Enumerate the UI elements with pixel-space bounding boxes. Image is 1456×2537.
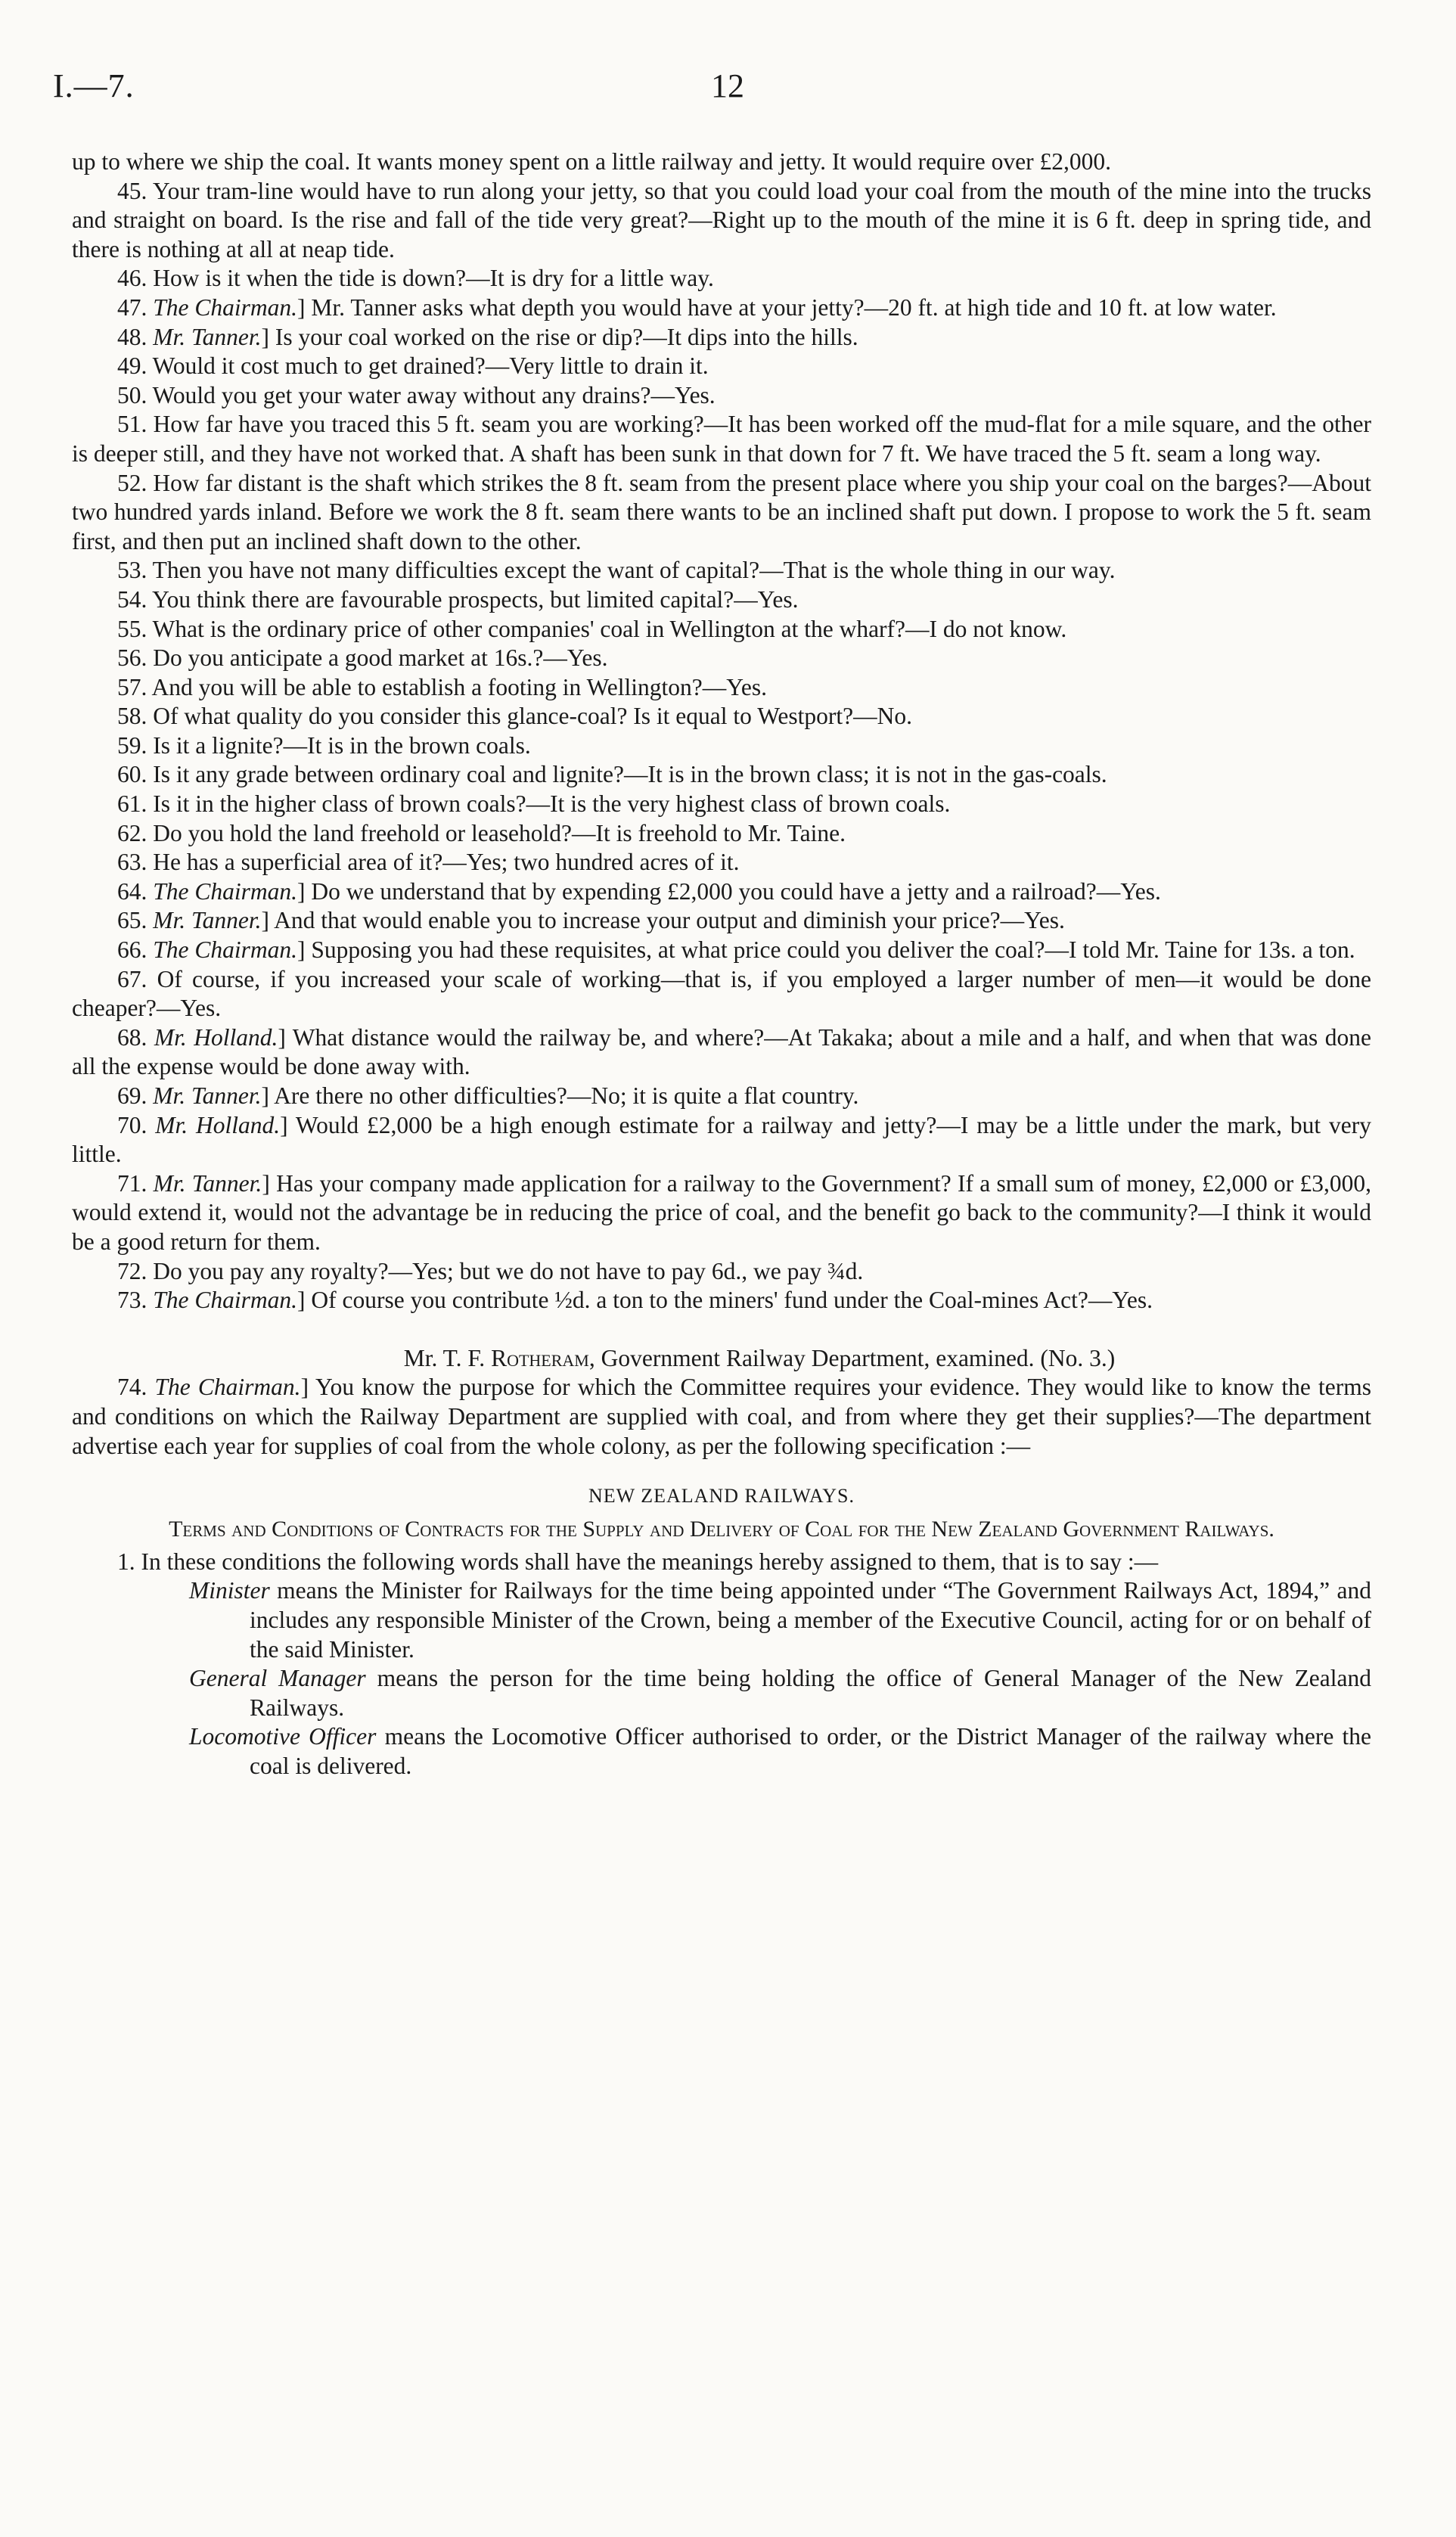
document-body xyxy=(72,148,1371,1781)
qa-paragraph: 51. How far have you traced this 5 ft. seam you are working?—It has been worked off the mud-flat for a mile square, and the other is deeper still, and they have not worked that. A shaft has been sunk in that down for 7 ft. We have traced the 5 ft. seam a long way. xyxy=(72,411,1371,467)
qa-paragraph: 54. You think there are favourable prospects, but limited capital?—Yes. xyxy=(117,585,799,613)
qa-paragraph: 69. Mr. Tanner.] Are there no other difficulties?—No; it is quite a flat country. xyxy=(117,1082,859,1109)
qa-paragraph: 50. Would you get your water away without any drains?—Yes. xyxy=(117,381,716,408)
qa-paragraph: 59. Is it a lignite?—It is in the brown coals. xyxy=(117,731,531,759)
speaker-name: The Chairman. xyxy=(153,1287,298,1314)
definition-item: Minister means the Minister for Railways for the time being appointed under “The Government Railways Act, 1894,” and includes any responsible Minister of the Crown, being a member of the Executive Council, acting for or on behalf of the said Minister. xyxy=(189,1577,1371,1663)
question-answer-list xyxy=(72,177,1371,1315)
qa-paragraph: 63. He has a superficial area of it?—Yes; two hundred acres of it. xyxy=(117,849,740,876)
speaker-name: The Chairman. xyxy=(153,936,298,964)
speaker-name: The Chairman. xyxy=(153,877,298,905)
qa-paragraph: 72. Do you pay any royalty?—Yes; but we do not have to pay 6d., we pay ¾d. xyxy=(117,1257,864,1284)
page-header xyxy=(53,67,1384,112)
qa-paragraph: 53. Then you have not many difficulties except the want of capital?—That is the whole thing in our way. xyxy=(117,557,1116,584)
qa-paragraph: 65. Mr. Tanner.] And that would enable you to increase your output and diminish your price?—Yes. xyxy=(117,907,1065,934)
speaker-name: Mr. Tanner. xyxy=(153,1082,262,1109)
qa-paragraph: 73. The Chairman.] Of course you contribute ½d. a ton to the miners' fund under the Coal-mines Act?—Yes. xyxy=(117,1287,1153,1314)
qa-paragraph: 68. Mr. Holland.] What distance would the railway be, and where?—At Takaka; about a mile and a half, and when that was done all the expense would be done away with. xyxy=(72,1023,1372,1080)
speaker-name: Mr. Tanner. xyxy=(153,1169,262,1197)
speaker-name: Mr. Holland. xyxy=(155,1111,281,1138)
document-reference: I.—7. xyxy=(53,67,135,104)
qa-paragraph: 64. The Chairman.] Do we understand that by expending £2,000 you could have a jetty and a railroad?—Yes. xyxy=(117,877,1161,905)
speaker-name: Mr. Tanner. xyxy=(153,323,262,350)
qa-paragraph: 52. How far distant is the shaft which strikes the 8 ft. seam from the present place where you ship your coal on the barges?—About two hundred yards inland. Before we work the 8 ft. seam there wants to be an inclined shaft put down. I propose to work the 5 ft. seam first, and then put an inclined shaft down to the other. xyxy=(72,469,1371,554)
section-heading: NEW ZEALAND RAILWAYS. xyxy=(588,1485,855,1508)
qa-paragraph: 49. Would it cost much to get drained?—Very little to drain it. xyxy=(117,352,709,380)
witness-heading: Mr. T. F. Rotheram, Government Railway Department, examined. (No. 3.) xyxy=(403,1344,1116,1371)
qa-paragraph: 61. Is it in the higher class of brown coals?—It is the very highest class of brown coals. xyxy=(117,790,951,818)
qa-paragraph: 67. Of course, if you increased your scale of working—that is, if you employed a larger number of men—it would be done cheaper?—Yes. xyxy=(72,965,1371,1022)
qa-paragraph: 57. And you will be able to establish a footing in Wellington?—Yes. xyxy=(117,673,767,700)
definition-item: Locomotive Officer means the Locomotive Officer authorised to order, or the District Manager of the railway where the coal is delivered. xyxy=(189,1723,1371,1779)
qa-paragraph: 70. Mr. Holland.] Would £2,000 be a high enough estimate for a railway and jetty?—I may be a little under the mark, but very little. xyxy=(72,1111,1371,1168)
qa-paragraph: 66. The Chairman.] Supposing you had these requisites, at what price could you deliver the coal?—I told Mr. Taine for 13s. a ton. xyxy=(117,936,1355,964)
qa-paragraph: 55. What is the ordinary price of other companies' coal in Wellington at the wharf?—I do not know. xyxy=(117,615,1067,642)
definition-term: Minister xyxy=(189,1577,270,1604)
qa-paragraph: 60. Is it any grade between ordinary coal and lignite?—It is in the brown class; it is not in the gas-coals. xyxy=(117,761,1107,788)
section-subheading: Terms and Conditions of Contracts for the Supply and Delivery of Coal for the New Zealand Government Railways. xyxy=(169,1516,1274,1542)
definition-term: Locomotive Officer xyxy=(189,1723,377,1750)
paragraph-74: 74. The Chairman.] You know the purpose for which the Committee requires your evidence. They would like to know the terms and conditions on which the Railway Department are supplied with coal, and from where they get their supplies?—The department advertise each year for supplies of coal from the whole colony, as per the following specification :— xyxy=(72,1374,1371,1459)
speaker-name: The Chairman. xyxy=(153,293,298,321)
qa-paragraph: 62. Do you hold the land freehold or leasehold?—It is freehold to Mr. Taine. xyxy=(117,819,846,846)
definition-item: General Manager means the person for the time being holding the office of General Manager of the New Zealand Railways. xyxy=(189,1665,1372,1721)
definition-term: General Manager xyxy=(189,1665,366,1692)
qa-paragraph: 48. Mr. Tanner.] Is your coal worked on the rise or dip?—It dips into the hills. xyxy=(117,323,858,350)
speaker-name: Mr. Tanner. xyxy=(153,907,262,934)
qa-paragraph: 56. Do you anticipate a good market at 16s.?—Yes. xyxy=(117,644,608,672)
page-number: 12 xyxy=(711,67,744,104)
definitions-list xyxy=(72,1576,1371,1781)
speaker-name: Mr. Holland. xyxy=(154,1023,278,1051)
qa-paragraph: 71. Mr. Tanner.] Has your company made application for a railway to the Government? If a small sum of money, £2,000 or £3,000, would extend it, would not the advantage be in reducing the price of coal, and the benefit go back to the community?—I think it would be a good return for them. xyxy=(72,1169,1371,1255)
qa-paragraph: 46. How is it when the tide is down?—It is dry for a little way. xyxy=(117,265,714,292)
intro-paragraph: up to where we ship the coal. It wants money spent on a little railway and jetty. It would require over £2,000. xyxy=(72,148,1111,175)
clause-1: 1. In these conditions the following words shall have the meanings hereby assigned to them, that is to say :— xyxy=(117,1548,1159,1575)
qa-paragraph: 47. The Chairman.] Mr. Tanner asks what depth you would have at your jetty?—20 ft. at high tide and 10 ft. at low water. xyxy=(117,293,1277,321)
qa-paragraph: 58. Of what quality do you consider this glance-coal? Is it equal to Westport?—No. xyxy=(117,703,913,730)
qa-paragraph: 45. Your tram-line would have to run along your jetty, so that you could load your coal from the mouth of the mine into the trucks and straight on board. Is the rise and fall of the tide very great?—Right up to the mouth of the mine it is 6 ft. deep in spring tide, and there is nothing at all at neap tide. xyxy=(72,177,1371,262)
